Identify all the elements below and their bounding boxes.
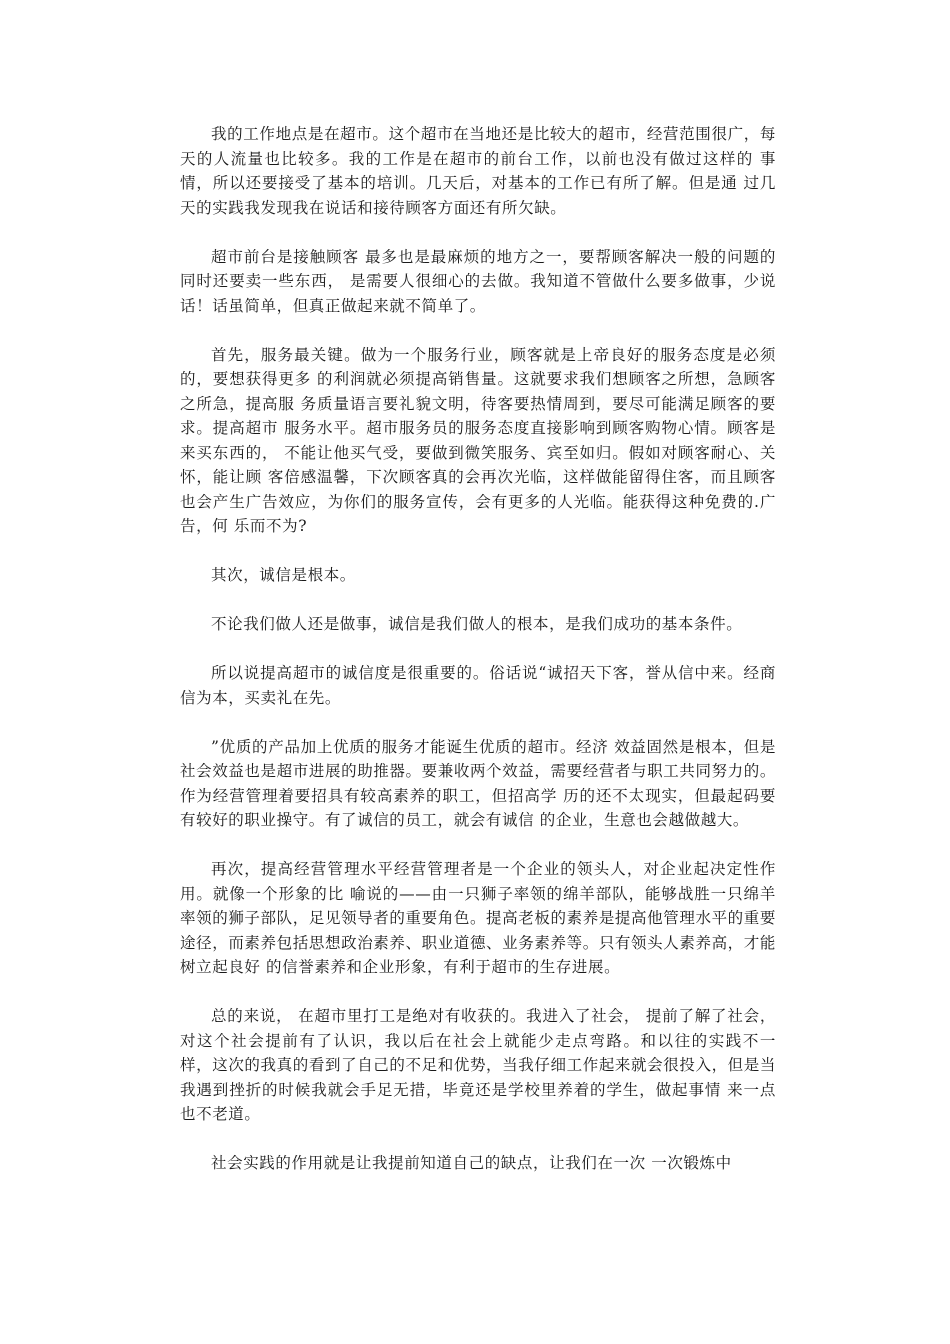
paragraph: 总的来说， 在超市里打工是绝对有收获的。我进入了社会， 提前了解了社会， 对这个社会提前有了认识，我以后在社会上就能少走点弯路。和以往的实践不一 样，这次的我真的看到了自己的不足和优势，当我仔细工作起来就会很投入，但是当我遇到挫折的时候我就会手足无措，毕竟还是学校里养着的学生，做起事情 来一点也不老道。 <box>180 1007 776 1123</box>
document-body <box>180 122 776 1200</box>
paragraph: 我的工作地点是在超市。这个超市在当地还是比较大的超市，经营范围很广，每天的人流量也比较多。我的工作是在超市的前台工作，以前也没有做过这样的 事情，所以还要接受了基本的培训。几天后，对基本的工作已有所了解。但是通 过几天的实践我发现我在说话和接待顾客方面还有所欠缺。 <box>180 125 776 217</box>
paragraph: 所以说提高超市的诚信度是很重要的。俗话说“诚招天下客，誉从信中来。经商信为本，买卖礼在先。 <box>180 664 776 707</box>
paragraph: 超市前台是接触顾客 最多也是最麻烦的地方之一，要帮顾客解决一般的问题的同时还要卖一些东西， 是需要人很细心的去做。我知道不管做什么要多做事，少说话！话虽简单，但真正做起来就不简单了。 <box>180 247 776 315</box>
paragraph: 首先，服务最关键。做为一个服务行业，顾客就是上帝良好的服务态度是必须的，要想获得更多 的利润就必须提高销售量。这就要求我们想顾客之所想，急顾客之所急，提高服 务质量语言要礼貌文明，待客要热情周到，要尽可能满足顾客的要求。提高超市 服务水平。超市服务员的服务态度直接影响到顾客购物心情。顾客是来买东西的， 不能让他买气受，要做到微笑服务、宾至如归。假如对顾客耐心、关怀，能让顾 客倍感温馨，下次顾客真的会再次光临，这样做能留得住客，而且顾客也会产生广告效应，为你们的服务宣传，会有更多的人光临。能获得这种免费的.广告，何 乐而不为? <box>180 345 776 535</box>
paragraph: 其次，诚信是根本。 <box>211 566 356 584</box>
paragraph: 不论我们做人还是做事，诚信是我们做人的根本，是我们成功的基本条件。 <box>211 615 743 633</box>
paragraph: ”优质的产品加上优质的服务才能诞生优质的超市。经济 效益固然是根本，但是社会效益也是超市进展的助推器。要兼收两个效益，需要经营者与职工共同努力的。作为经营管理着要招具有较高素养的职工，但招高学 历的还不太现实，但最起码要有较好的职业操守。有了诚信的员工，就会有诚信 的企业，生意也会越做越大。 <box>180 737 776 829</box>
paragraph: 再次，提高经营管理水平经营管理者是一个企业的领头人，对企业起决定性作用。就像一个形象的比 喻说的——由一只狮子率领的绵羊部队，能够战胜一只绵羊率领的狮子部队，足见领导者的重要角色。提高老板的素养是提高他管理水平的重要途径，而素养包括思想政治素养、职业道德、业务素养等。只有领头人素养高，才能树立起良好 的信誉素养和企业形象，有利于超市的生存进展。 <box>180 860 776 976</box>
paragraph: 社会实践的作用就是让我提前知道自己的缺点，让我们在一次 一次锻炼中 <box>211 1154 732 1172</box>
